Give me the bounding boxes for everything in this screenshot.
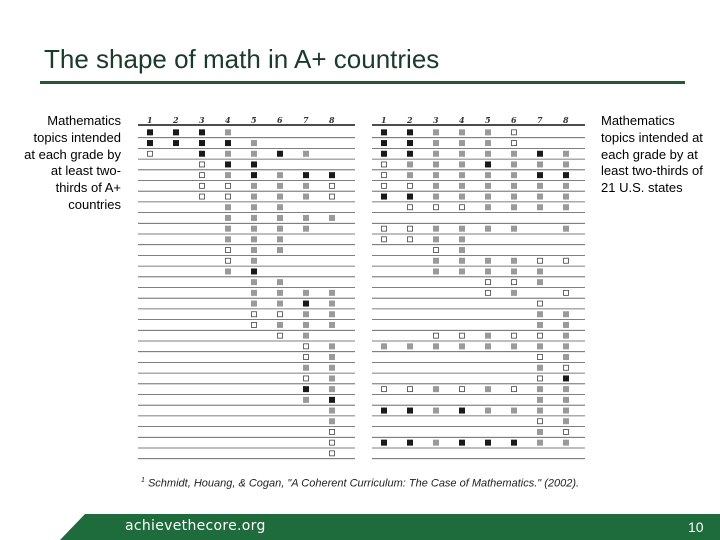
filled-topic-marker <box>173 140 179 146</box>
gray-topic-marker <box>251 140 257 146</box>
gray-topic-marker <box>563 440 569 446</box>
gray-topic-marker <box>251 194 257 200</box>
gray-topic-marker <box>563 183 569 189</box>
grade-label: 4 <box>225 115 231 125</box>
gray-topic-marker <box>485 343 491 349</box>
open-topic-marker <box>460 205 465 210</box>
gray-topic-marker <box>251 279 257 285</box>
grade-label: 6 <box>277 115 283 125</box>
gray-topic-marker <box>485 268 491 274</box>
open-topic-marker <box>330 429 335 434</box>
open-topic-marker <box>252 312 257 317</box>
open-topic-marker <box>512 141 517 146</box>
gray-topic-marker <box>485 194 491 200</box>
gray-topic-marker <box>225 204 231 210</box>
filled-topic-marker <box>329 172 335 178</box>
gray-topic-marker <box>407 343 413 349</box>
gray-topic-marker <box>485 333 491 339</box>
gray-topic-marker <box>459 343 465 349</box>
filled-topic-marker <box>381 151 387 157</box>
gray-topic-marker <box>511 258 517 264</box>
grade-label: 4 <box>459 115 465 125</box>
gray-topic-marker <box>303 322 309 328</box>
gray-topic-marker <box>433 226 439 232</box>
slide-title: The shape of math in A+ countries <box>44 44 440 74</box>
gray-topic-marker <box>407 161 413 167</box>
gray-topic-marker <box>329 386 335 392</box>
filled-topic-marker <box>303 386 309 392</box>
filled-topic-marker <box>485 440 491 446</box>
open-topic-marker <box>538 419 543 424</box>
open-topic-marker <box>200 183 205 188</box>
open-topic-marker <box>460 387 465 392</box>
filled-topic-marker <box>407 151 413 157</box>
filled-topic-marker <box>199 129 205 135</box>
gray-topic-marker <box>277 215 283 221</box>
filled-topic-marker <box>563 375 569 381</box>
gray-topic-marker <box>511 408 517 414</box>
open-topic-marker <box>200 173 205 178</box>
gray-topic-marker <box>329 375 335 381</box>
grade-label: 6 <box>511 115 517 125</box>
open-topic-marker <box>226 183 231 188</box>
gray-topic-marker <box>277 301 283 307</box>
gray-topic-marker <box>433 258 439 264</box>
open-topic-marker <box>486 280 491 285</box>
gray-topic-marker <box>563 333 569 339</box>
gray-topic-marker <box>485 226 491 232</box>
open-topic-marker <box>512 387 517 392</box>
filled-topic-marker <box>251 172 257 178</box>
filled-topic-marker <box>251 161 257 167</box>
gray-topic-marker <box>563 322 569 328</box>
gray-topic-marker <box>563 161 569 167</box>
gray-topic-marker <box>329 418 335 424</box>
open-topic-marker <box>330 440 335 445</box>
gray-topic-marker <box>537 365 543 371</box>
gray-topic-marker <box>277 226 283 232</box>
filled-topic-marker <box>537 151 543 157</box>
gray-topic-marker <box>563 408 569 414</box>
filled-topic-marker <box>459 440 465 446</box>
gray-topic-marker <box>433 408 439 414</box>
gray-topic-marker <box>485 258 491 264</box>
gray-topic-marker <box>485 140 491 146</box>
open-topic-marker <box>226 258 231 263</box>
gray-topic-marker <box>563 194 569 200</box>
open-topic-marker <box>512 280 517 285</box>
open-topic-marker <box>148 151 153 156</box>
gray-topic-marker <box>277 236 283 242</box>
gray-topic-marker <box>537 429 543 435</box>
grade-label: 2 <box>173 115 179 125</box>
gray-topic-marker <box>303 311 309 317</box>
gray-topic-marker <box>251 226 257 232</box>
gray-topic-marker <box>277 183 283 189</box>
filled-topic-marker <box>407 129 413 135</box>
gray-topic-marker <box>303 215 309 221</box>
filled-topic-marker <box>381 194 387 200</box>
gray-topic-marker <box>433 236 439 242</box>
filled-topic-marker <box>199 140 205 146</box>
gray-topic-marker <box>329 343 335 349</box>
grade-label: 8 <box>329 115 335 125</box>
grade-label: 1 <box>147 115 153 125</box>
gray-topic-marker <box>459 226 465 232</box>
gray-topic-marker <box>303 183 309 189</box>
gray-topic-marker <box>511 204 517 210</box>
open-topic-marker <box>512 130 517 135</box>
gray-topic-marker <box>329 354 335 360</box>
open-topic-marker <box>408 205 413 210</box>
filled-topic-marker <box>407 408 413 414</box>
filled-topic-marker <box>173 129 179 135</box>
gray-topic-marker <box>433 440 439 446</box>
gray-topic-marker <box>511 268 517 274</box>
gray-topic-marker <box>537 161 543 167</box>
filled-topic-marker <box>277 151 283 157</box>
gray-topic-marker <box>225 236 231 242</box>
open-topic-marker <box>252 322 257 327</box>
gray-topic-marker <box>563 418 569 424</box>
filled-topic-marker <box>537 172 543 178</box>
footnote-citation: Schmidt, Houang, & Cogan, "A Coherent Curriculum: The Case of Mathematics." (2002). <box>147 477 580 490</box>
filled-topic-marker <box>329 397 335 403</box>
gray-topic-marker <box>251 151 257 157</box>
filled-topic-marker <box>459 408 465 414</box>
gray-topic-marker <box>485 183 491 189</box>
gray-topic-marker <box>251 204 257 210</box>
grade-label: 2 <box>407 115 413 125</box>
grade-label: 5 <box>485 115 491 125</box>
gray-topic-marker <box>251 290 257 296</box>
gray-topic-marker <box>485 172 491 178</box>
open-topic-marker <box>304 376 309 381</box>
filled-topic-marker <box>225 140 231 146</box>
us-states-topic-grid <box>372 110 585 465</box>
gray-topic-marker <box>251 183 257 189</box>
open-topic-marker <box>434 205 439 210</box>
gray-topic-marker <box>277 247 283 253</box>
gray-topic-marker <box>277 204 283 210</box>
gray-topic-marker <box>511 194 517 200</box>
filled-topic-marker <box>381 129 387 135</box>
gray-topic-marker <box>537 268 543 274</box>
filled-topic-marker <box>407 140 413 146</box>
gray-topic-marker <box>459 268 465 274</box>
gray-topic-marker <box>563 151 569 157</box>
gray-topic-marker <box>459 140 465 146</box>
open-topic-marker <box>564 365 569 370</box>
gray-topic-marker <box>303 226 309 232</box>
gray-topic-marker <box>433 268 439 274</box>
gray-topic-marker <box>433 140 439 146</box>
gray-topic-marker <box>537 440 543 446</box>
open-topic-marker <box>382 226 387 231</box>
gray-topic-marker <box>537 408 543 414</box>
gray-topic-marker <box>511 343 517 349</box>
filled-topic-marker <box>381 440 387 446</box>
gray-topic-marker <box>459 161 465 167</box>
gray-topic-marker <box>563 397 569 403</box>
gray-topic-marker <box>485 386 491 392</box>
filled-topic-marker <box>199 151 205 157</box>
gray-topic-marker <box>459 151 465 157</box>
gray-topic-marker <box>537 311 543 317</box>
gray-topic-marker <box>329 290 335 296</box>
gray-topic-marker <box>225 226 231 232</box>
gray-topic-marker <box>329 215 335 221</box>
gray-topic-marker <box>485 408 491 414</box>
gray-topic-marker <box>537 279 543 285</box>
grade-label: 3 <box>199 115 205 125</box>
grade-label: 7 <box>537 115 543 125</box>
gray-topic-marker <box>251 301 257 307</box>
footer-band <box>0 514 720 540</box>
left-grid-caption: Mathematics topics intended at each grade by at least two-thirds of A+ countries <box>24 113 121 212</box>
grade-label: 3 <box>433 115 439 125</box>
footnote <box>141 477 579 490</box>
gray-topic-marker <box>459 247 465 253</box>
gray-topic-marker <box>537 343 543 349</box>
gray-topic-marker <box>277 322 283 328</box>
title-rule <box>40 81 685 84</box>
open-topic-marker <box>538 333 543 338</box>
open-topic-marker <box>564 258 569 263</box>
filled-topic-marker <box>147 140 153 146</box>
a-plus-countries-topic-grid-svg <box>138 110 355 465</box>
filled-topic-marker <box>511 440 517 446</box>
gray-topic-marker <box>563 226 569 232</box>
open-topic-marker <box>226 194 231 199</box>
gray-topic-marker <box>537 183 543 189</box>
gray-topic-marker <box>459 183 465 189</box>
filled-topic-marker <box>407 194 413 200</box>
gray-topic-marker <box>511 161 517 167</box>
open-topic-marker <box>382 173 387 178</box>
gray-topic-marker <box>303 194 309 200</box>
gray-topic-marker <box>251 258 257 264</box>
gray-topic-marker <box>251 236 257 242</box>
gray-topic-marker <box>563 354 569 360</box>
gray-topic-marker <box>563 311 569 317</box>
open-topic-marker <box>330 451 335 456</box>
open-topic-marker <box>538 355 543 360</box>
gray-topic-marker <box>225 215 231 221</box>
right-grid-caption: Mathematics topics intended at each grade by at least two-thirds of 21 U.S. states <box>601 113 703 196</box>
gray-topic-marker <box>303 365 309 371</box>
gray-topic-marker <box>251 247 257 253</box>
open-topic-marker <box>200 194 205 199</box>
gray-topic-marker <box>303 151 309 157</box>
filled-topic-marker <box>381 408 387 414</box>
filled-topic-marker <box>485 161 491 167</box>
gray-topic-marker <box>381 343 387 349</box>
open-topic-marker <box>382 387 387 392</box>
gray-topic-marker <box>537 194 543 200</box>
gray-topic-marker <box>563 343 569 349</box>
open-topic-marker <box>226 248 231 253</box>
gray-topic-marker <box>329 365 335 371</box>
gray-topic-marker <box>433 151 439 157</box>
gray-topic-marker <box>563 204 569 210</box>
open-topic-marker <box>564 429 569 434</box>
gray-topic-marker <box>433 386 439 392</box>
gray-topic-marker <box>225 268 231 274</box>
gray-topic-marker <box>277 172 283 178</box>
open-topic-marker <box>278 312 283 317</box>
gray-topic-marker <box>303 333 309 339</box>
grade-label: 5 <box>251 115 257 125</box>
gray-topic-marker <box>433 343 439 349</box>
gray-topic-marker <box>485 129 491 135</box>
gray-topic-marker <box>459 258 465 264</box>
gray-topic-marker <box>511 183 517 189</box>
gray-topic-marker <box>329 408 335 414</box>
gray-topic-marker <box>303 397 309 403</box>
filled-topic-marker <box>563 172 569 178</box>
gray-topic-marker <box>537 386 543 392</box>
gray-topic-marker <box>277 290 283 296</box>
filled-topic-marker <box>407 440 413 446</box>
open-topic-marker <box>278 333 283 338</box>
gray-topic-marker <box>459 194 465 200</box>
footer-site-link[interactable]: achievethecore.org <box>125 518 266 534</box>
grade-label: 8 <box>563 115 569 125</box>
a-plus-countries-topic-grid <box>138 110 355 465</box>
gray-topic-marker <box>537 397 543 403</box>
gray-topic-marker <box>537 204 543 210</box>
gray-topic-marker <box>303 290 309 296</box>
open-topic-marker <box>512 333 517 338</box>
open-topic-marker <box>486 290 491 295</box>
gray-topic-marker <box>485 151 491 157</box>
open-topic-marker <box>564 290 569 295</box>
gray-topic-marker <box>407 172 413 178</box>
gray-topic-marker <box>511 172 517 178</box>
grade-label: 1 <box>381 115 387 125</box>
gray-topic-marker <box>329 301 335 307</box>
gray-topic-marker <box>485 204 491 210</box>
gray-topic-marker <box>433 172 439 178</box>
gray-topic-marker <box>225 151 231 157</box>
gray-topic-marker <box>511 290 517 296</box>
gray-topic-marker <box>329 322 335 328</box>
filled-topic-marker <box>225 161 231 167</box>
gray-topic-marker <box>433 183 439 189</box>
open-topic-marker <box>434 333 439 338</box>
open-topic-marker <box>304 355 309 360</box>
gray-topic-marker <box>511 151 517 157</box>
open-topic-marker <box>408 183 413 188</box>
open-topic-marker <box>408 387 413 392</box>
open-topic-marker <box>382 183 387 188</box>
filled-topic-marker <box>303 301 309 307</box>
open-topic-marker <box>434 248 439 253</box>
gray-topic-marker <box>459 172 465 178</box>
page-number: 10 <box>688 519 704 535</box>
gray-topic-marker <box>433 161 439 167</box>
open-topic-marker <box>538 258 543 263</box>
gray-topic-marker <box>459 129 465 135</box>
open-topic-marker <box>408 237 413 242</box>
gray-topic-marker <box>433 194 439 200</box>
open-topic-marker <box>460 333 465 338</box>
filled-topic-marker <box>303 172 309 178</box>
gray-topic-marker <box>433 129 439 135</box>
gray-topic-marker <box>225 172 231 178</box>
filled-topic-marker <box>147 129 153 135</box>
open-topic-marker <box>538 301 543 306</box>
open-topic-marker <box>382 237 387 242</box>
open-topic-marker <box>304 344 309 349</box>
open-topic-marker <box>330 183 335 188</box>
gray-topic-marker <box>225 129 231 135</box>
gray-topic-marker <box>329 311 335 317</box>
gray-topic-marker <box>537 322 543 328</box>
open-topic-marker <box>200 162 205 167</box>
open-topic-marker <box>330 194 335 199</box>
open-topic-marker <box>538 376 543 381</box>
open-topic-marker <box>382 162 387 167</box>
grade-label: 7 <box>303 115 309 125</box>
filled-topic-marker <box>381 140 387 146</box>
gray-topic-marker <box>511 226 517 232</box>
gray-topic-marker <box>277 279 283 285</box>
gray-topic-marker <box>563 386 569 392</box>
gray-topic-marker <box>277 194 283 200</box>
us-states-topic-grid-svg <box>372 110 585 465</box>
footnote-mark: 1 <box>141 477 145 484</box>
gray-topic-marker <box>251 215 257 221</box>
filled-topic-marker <box>251 268 257 274</box>
open-topic-marker <box>408 226 413 231</box>
gray-topic-marker <box>459 236 465 242</box>
